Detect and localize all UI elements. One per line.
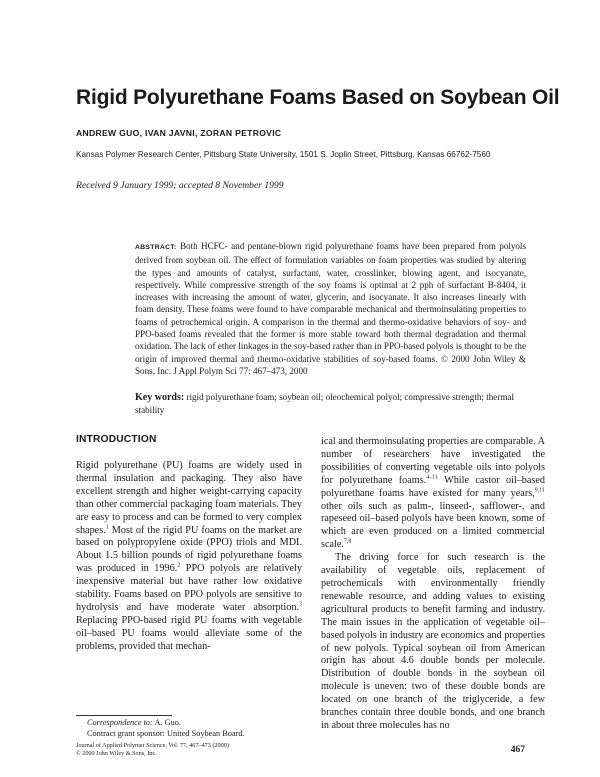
citation-ref[interactable]: 2 [177, 562, 181, 569]
text-run: Most of the rigid PU foams on the market are based on polypropylene oxide (PPO) triols and MDI. About 1.5 billion pounds of rigid polyurethane foams was produced in 1996. [76, 524, 302, 575]
text-run: PPO polyols are relatively inexpensive material but have rather low oxidative stability. Foams based on PPO polyols are sensitive to hydrolysis and have moderate water absorption. [76, 563, 302, 613]
copyright-line: © 2000 John Wiley & Sons, Inc. [76, 749, 157, 757]
grant-line: Contract grant sponsor: United Soybean Board. [87, 728, 245, 738]
intro-paragraph-1-cont [321, 436, 545, 552]
keywords [135, 391, 526, 417]
correspondence-footnote [87, 718, 245, 739]
column-left [76, 434, 302, 654]
citation-ref[interactable]: 1 [105, 524, 109, 531]
text-run: While castor oil–based polyurethane foams have existed for many years, [321, 474, 545, 499]
abstract-text: Both HCFC- and pentane-blown rigid polyurethane foams have been prepared from polyols derived from soybean oil. The effect of formulation variables on foam properties was studied by altering the types and amounts of catalyst, surfactant, water, crosslinker, blowing agent, and isocyanate, respectively. While compressive strength of the soy foams is optimal at 2 pph of surfactant B-8404, it increases with increasing the amount of water, glycerin, and isocyanate. It also increases linearly with foam density. These foams were found to have comparable mechanical and thermoinsulating properties to foams of petrochemical origin. A comparison in the thermal and thermo-oxidative behaviors of soy- and PPO-based foams revealed that the former is more stable toward both thermal degradation and thermal oxidation. The lack of ether linkages in the soy-based rather than in PPO-based polyols is thought to be the origin of improved thermal and thermo-oxidative stabilities of soy-based foams. © 2000 John Wiley & Sons, Inc. J Appl Polym Sci 77: 467–473, 2000 [135, 241, 526, 376]
text-run: Replacing PPO-based rigid PU foams with vegetable oil–based PU foams would alleviate some of the problems, provided that mechan- [76, 614, 302, 652]
text-run: Rigid polyurethane (PU) foams are widely used in thermal insulation and packaging. They also have excellent strength and higher weight-carrying capacity than other commercial packaging foam materials. They are easy to process and can be formed to very complex shapes. [76, 460, 302, 536]
correspondence-name: A. Guo. [152, 718, 181, 727]
page-number: 467 [510, 745, 525, 755]
intro-paragraph-2: The driving force for such research is the availability of vegetable oils, replacement of petrochemicals with environmentally friendly renewable resource, and adding values to existing agricultural products to benefit farming and industry. The main issues in the application of vegetable oil–based polyols in industry are economics and properties of new polyols. Typical soybean oil from American origin has about 4.6 double bonds per molecule. Distribution of double bonds in the soybean oil molecule is uneven: two of these double bonds are located on one branch of the triglyceride, a few branches contain three double bonds, and one branch in about three molecules has no [321, 552, 545, 731]
citation-ref[interactable]: 4–11 [426, 474, 438, 481]
footnote-divider [76, 715, 172, 716]
text-run: ical and thermoinsulating properties are comparable. A number of researchers have investigated the possibilities of converting vegetable oils into polyols for polyurethane foams. [321, 436, 545, 486]
column-right [321, 436, 545, 733]
paper-title: Rigid Polyurethane Foams Based on Soybean Oil [76, 86, 560, 109]
section-heading-introduction: INTRODUCTION [76, 434, 157, 445]
intro-paragraph-1 [76, 460, 302, 654]
journal-info [76, 742, 229, 758]
citation-ref[interactable]: 3 [299, 601, 302, 608]
author-list: ANDREW GUO, IVAN JAVNI, ZORAN PETROVIC [76, 128, 282, 138]
journal-citation: Journal of Applied Polymer Science, Vol. 77, 467–473 (2000) [76, 742, 229, 749]
citation-ref[interactable]: 9,11 [534, 487, 545, 494]
abstract [135, 240, 526, 377]
citation-ref[interactable]: 7,8 [343, 538, 352, 545]
keywords-label: Key words: [135, 392, 185, 403]
correspondence-line [87, 718, 245, 729]
abstract-label: ABSTRACT: [135, 244, 177, 251]
correspondence-label: Correspondence to: [87, 718, 153, 727]
received-dates: Received 9 January 1999; accepted 8 November 1999 [76, 180, 284, 191]
affiliation: Kansas Polymer Research Center, Pittsburg State University, 1501 S. Joplin Street, Pittsburg, Kansas 66762-7560 [76, 150, 491, 159]
text-run: other oils such as palm-, linseed-, safflower-, and rapeseed oil–based polyols have been known, some of which are even produced on a limited commercial scale. [321, 500, 545, 551]
keywords-text: rigid polyurethane foam; soybean oil; oleochemical polyol; compressive strength; thermal stability [135, 392, 514, 416]
